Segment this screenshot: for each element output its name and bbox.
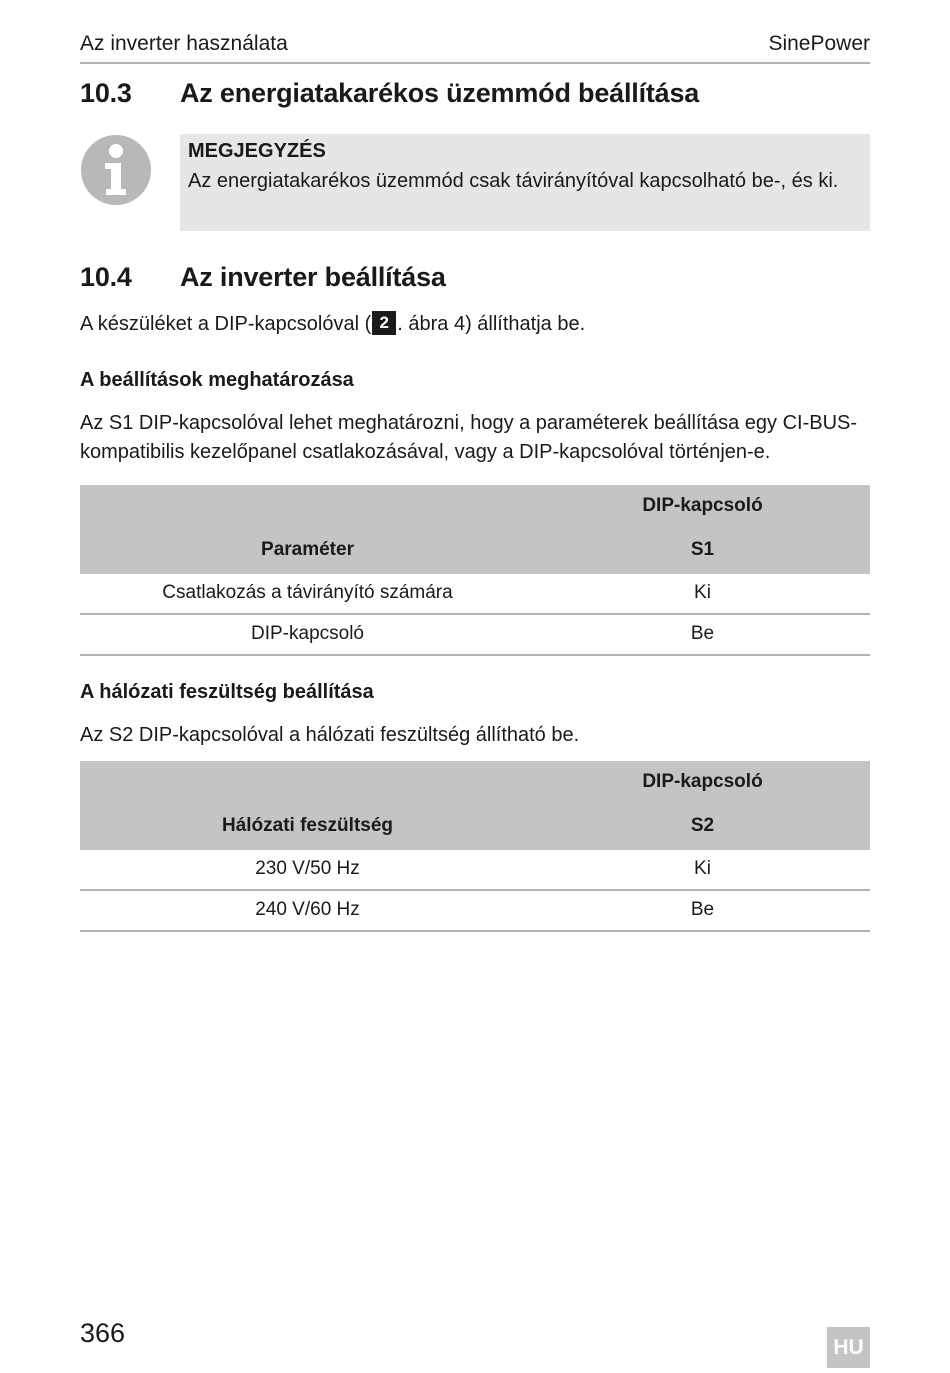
- table-cell: Be: [690, 623, 715, 644]
- column-header-voltage: Hálózati feszültség: [221, 815, 394, 836]
- intro-text-after: . ábra 4) állíthatja be.: [397, 313, 586, 335]
- column-header-parameter: Paraméter: [261, 539, 354, 560]
- table-header: [80, 485, 870, 574]
- column-header-switch: S2: [690, 815, 715, 836]
- section-title: Az energiatakarékos üzemmód beállítása: [180, 78, 700, 108]
- header-product: SinePower: [768, 32, 870, 55]
- intro-text-before: A készüléket a DIP-kapcsolóval (: [80, 313, 372, 335]
- section-10-3-heading: [80, 78, 699, 109]
- header-chapter: Az inverter használata: [80, 32, 288, 55]
- table-cell: DIP-kapcsoló: [251, 623, 364, 644]
- figure-badge: 2: [372, 311, 396, 335]
- note-text: Az energiatakarékos üzemmód csak távirányítóval kapcsolható be-, és ki.: [188, 170, 839, 192]
- section-number: 10.4: [80, 262, 132, 292]
- section-10-4-heading: [80, 262, 446, 293]
- voltage-heading: A hálózati feszültség beállítása: [80, 681, 374, 703]
- table-header: [80, 761, 870, 850]
- table-row: [80, 574, 870, 615]
- table-cell: Ki: [694, 582, 711, 603]
- info-icon: [80, 134, 152, 206]
- group-header: DIP-kapcsoló: [642, 771, 763, 792]
- s1-table: [80, 485, 870, 656]
- settings-heading: A beállítások meghatározása: [80, 369, 354, 391]
- table-row: [80, 615, 870, 656]
- table-cell: 240 V/60 Hz: [255, 899, 360, 920]
- page-number: 366: [80, 1318, 126, 1348]
- column-header-switch: S1: [690, 539, 715, 560]
- settings-paragraph: Az S1 DIP-kapcsolóval lehet meghatározni, hogy a paraméterek beállítása egy CI-BUS-kompatibilis kezelőpanel csatlakozásával, vagy a DIP-kapcsolóval történjen-e.: [80, 412, 858, 463]
- page-header: [80, 30, 870, 64]
- language-tab: HU: [827, 1327, 870, 1368]
- group-header: DIP-kapcsoló: [642, 495, 763, 516]
- note-box: [180, 134, 870, 231]
- table-cell: Csatlakozás a távirányító számára: [162, 582, 453, 603]
- note-title: MEGJEGYZÉS: [188, 140, 326, 162]
- table-row: [80, 891, 870, 932]
- voltage-paragraph: Az S2 DIP-kapcsolóval a hálózati feszültség állítható be.: [80, 724, 580, 746]
- section-title: Az inverter beállítása: [180, 262, 446, 292]
- section-number: 10.3: [80, 78, 132, 108]
- table-cell: Be: [690, 899, 715, 920]
- table-cell: 230 V/50 Hz: [255, 858, 360, 879]
- s2-table: [80, 761, 870, 932]
- intro-paragraph: [80, 310, 870, 339]
- table-cell: Ki: [694, 858, 711, 879]
- table-row: [80, 850, 870, 891]
